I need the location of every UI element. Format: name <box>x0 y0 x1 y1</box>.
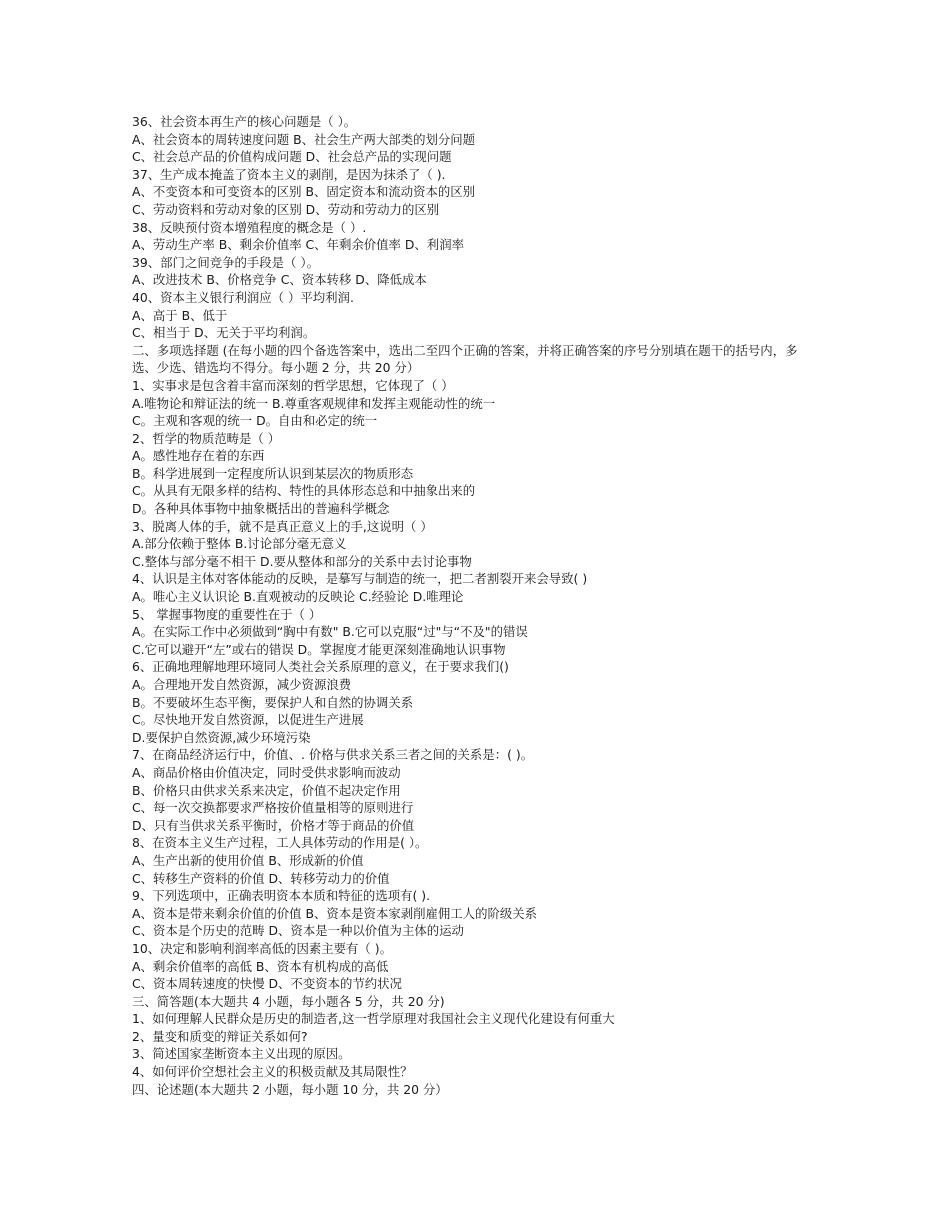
mc-question-1-options-ab: A.唯物论和辩证法的统一 B.尊重客观规律和发挥主观能动性的统一 <box>132 395 496 411</box>
exam-document <box>132 113 822 1098</box>
mc-question-7-option-a: A、商品价格由价值决定，同时受供求影响而波动 <box>132 764 401 780</box>
question-37: 37、生产成本掩盖了资本主义的剥削，是因为抹杀了（ ). <box>132 166 446 182</box>
mc-question-3-options-cd: C.整体与部分毫不相干 D.要从整体和部分的关系中去讨论事物 <box>132 553 472 569</box>
mc-question-9: 9、下列选项中，正确表明资本本质和特征的选项有( ). <box>132 888 431 904</box>
question-37-options-ab: A、不变资本和可变资本的区别 B、固定资本和流动资本的区别 <box>132 184 476 200</box>
mc-question-2-option-c: C。从具有无限多样的结构、特性的具体形态总和中抽象出来的 <box>132 483 476 499</box>
mc-question-5-options-cd: C.它可以避开“左”或右的错误 D。掌握度才能更深刻准确地认识事物 <box>132 641 506 657</box>
mc-question-10-options-ab: A、剩余价值率的高低 B、资本有机构成的高低 <box>132 958 389 974</box>
question-39: 39、部门之间竞争的手段是（ ）。 <box>132 254 319 270</box>
mc-question-2-option-a: A。感性地存在着的东西 <box>132 448 265 464</box>
mc-question-8: 8、在资本主义生产过程，工人具体劳动的作用是( ）。 <box>132 835 428 851</box>
short-answer-4: 4、如何评价空想社会主义的积极贡献及其局限性？ <box>132 1064 413 1080</box>
mc-question-9-options-ab: A、资本是带来剩余价值的价值 B、资本是资本家剥削雇佣工人的阶级关系 <box>132 905 538 921</box>
mc-question-9-options-cd: C、资本是个历史的范畴 D、资本是一种以价值为主体的运动 <box>132 923 464 939</box>
mc-question-6-option-c: C。尽快地开发自然资源，以促进生产进展 <box>132 712 364 728</box>
mc-question-7: 7、在商品经济运行中，价值、. 价格与供求关系三者之间的关系是：( )。 <box>132 747 534 763</box>
section-3-heading: 三、简答题(本大题共 4 小题，每小题各 5 分，共 20 分) <box>132 993 445 1009</box>
section-2-heading: 二、多项选择题 (在每小题的四个备选答案中，选出二至四个正确的答案，并将正确答案的序号分别填在题干的括号内，多选、少选、错选均不得分。每小题 2 分，共 20 分） <box>132 342 798 376</box>
mc-question-5-options-ab: A。在实际工作中必须做到“胸中有数" B.它可以克服“过"与“不及"的错误 <box>132 624 528 640</box>
mc-question-1: 1、实事求是包含着丰富而深刻的哲学思想，它体现了（ ） <box>132 377 454 393</box>
mc-question-2: 2、哲学的物质范畴是（ ） <box>132 430 281 446</box>
mc-question-2-option-b: B。科学进展到一定程度所认识到某层次的物质形态 <box>132 465 414 481</box>
question-38: 38、反映预付资本增殖程度的概念是（ ）. <box>132 219 367 235</box>
mc-question-6: 6、正确地理解地理环境同人类社会关系原理的意义，在于要求我们() <box>132 659 509 675</box>
mc-question-1-options-cd: C。主观和客观的统一 D。自由和必定的统一 <box>132 413 378 429</box>
question-40-options-cd: C、相当于 D、无关于平均利润。 <box>132 325 316 341</box>
mc-question-6-option-a: A。合理地开发自然资源，减少资源浪费 <box>132 677 352 692</box>
question-39-options: A、改进技术 B、价格竞争 C、资本转移 D、降低成本 <box>132 272 427 288</box>
mc-question-3-options-ab: A.部分依赖于整体 B.讨论部分毫无意义 <box>132 536 347 552</box>
mc-question-8-options-ab: A、生产出新的使用价值 B、形成新的价值 <box>132 852 364 868</box>
mc-question-7-option-b: B、价格只由供求关系来决定，价值不起决定作用 <box>132 782 401 798</box>
mc-question-4: 4、认识是主体对客体能动的反映，是摹写与制造的统一，把二者割裂开来会导致( ) <box>132 571 588 587</box>
section-4-heading: 四、论述题(本大题共 2 小题，每小题 10 分，共 20 分） <box>132 1081 448 1097</box>
mc-question-2-option-d: D。各种具体事物中抽象概括出的普遍科学概念 <box>132 501 390 517</box>
question-40-options-ab: A、高于 B、低于 <box>132 307 228 323</box>
question-40: 40、资本主义银行利润应（ ）平均利润. <box>132 289 354 305</box>
mc-question-3: 3、脱离人体的手，就不是真正意义上的手,这说明（ ） <box>132 518 433 534</box>
mc-question-7-option-d: D、只有当供求关系平衡时，价格才等于商品的价值 <box>132 817 415 833</box>
question-36-options-cd: C、社会总产品的价值构成问题 D、社会总产品的实现问题 <box>132 149 452 165</box>
mc-question-5: 5、 掌握事物度的重要性在于（ ） <box>132 606 322 622</box>
mc-question-10: 10、决定和影响利润率高低的因素主要有（ )。 <box>132 940 392 956</box>
mc-question-4-options: A。唯心主义认识论 B.直观被动的反映论 C.经验论 D.唯理论 <box>132 589 464 605</box>
short-answer-1: 1、如何理解人民群众是历史的制造者,这一哲学原理对我国社会主义现代化建设有何重大 <box>132 1011 615 1027</box>
short-answer-3: 3、简述国家垄断资本主义出现的原因。 <box>132 1046 351 1062</box>
short-answer-2: 2、量变和质变的辩证关系如何? <box>132 1028 308 1044</box>
mc-question-8-options-cd: C、转移生产资料的价值 D、转移劳动力的价值 <box>132 870 390 886</box>
mc-question-6-option-b: B。不要破坏生态平衡，要保护人和自然的协调关系 <box>132 694 414 710</box>
question-36-options-ab: A、社会资本的周转速度问题 B、社会生产两大部类的划分问题 <box>132 131 476 147</box>
question-37-options-cd: C、劳动资料和劳动对象的区别 D、劳动和劳动力的区别 <box>132 201 440 217</box>
question-38-options: A、劳动生产率 B、剩余价值率 C、年剩余价值率 D、利润率 <box>132 237 464 253</box>
mc-question-10-options-cd: C、资本周转速度的快慢 D、不变资本的节约状况 <box>132 976 402 992</box>
mc-question-6-option-d: D.要保护自然资源,减少环境污染 <box>132 729 311 745</box>
mc-question-7-option-c: C、每一次交换都要求严格按价值量相等的原则进行 <box>132 800 414 816</box>
question-36: 36、社会资本再生产的核心问题是（ ）。 <box>132 114 357 129</box>
